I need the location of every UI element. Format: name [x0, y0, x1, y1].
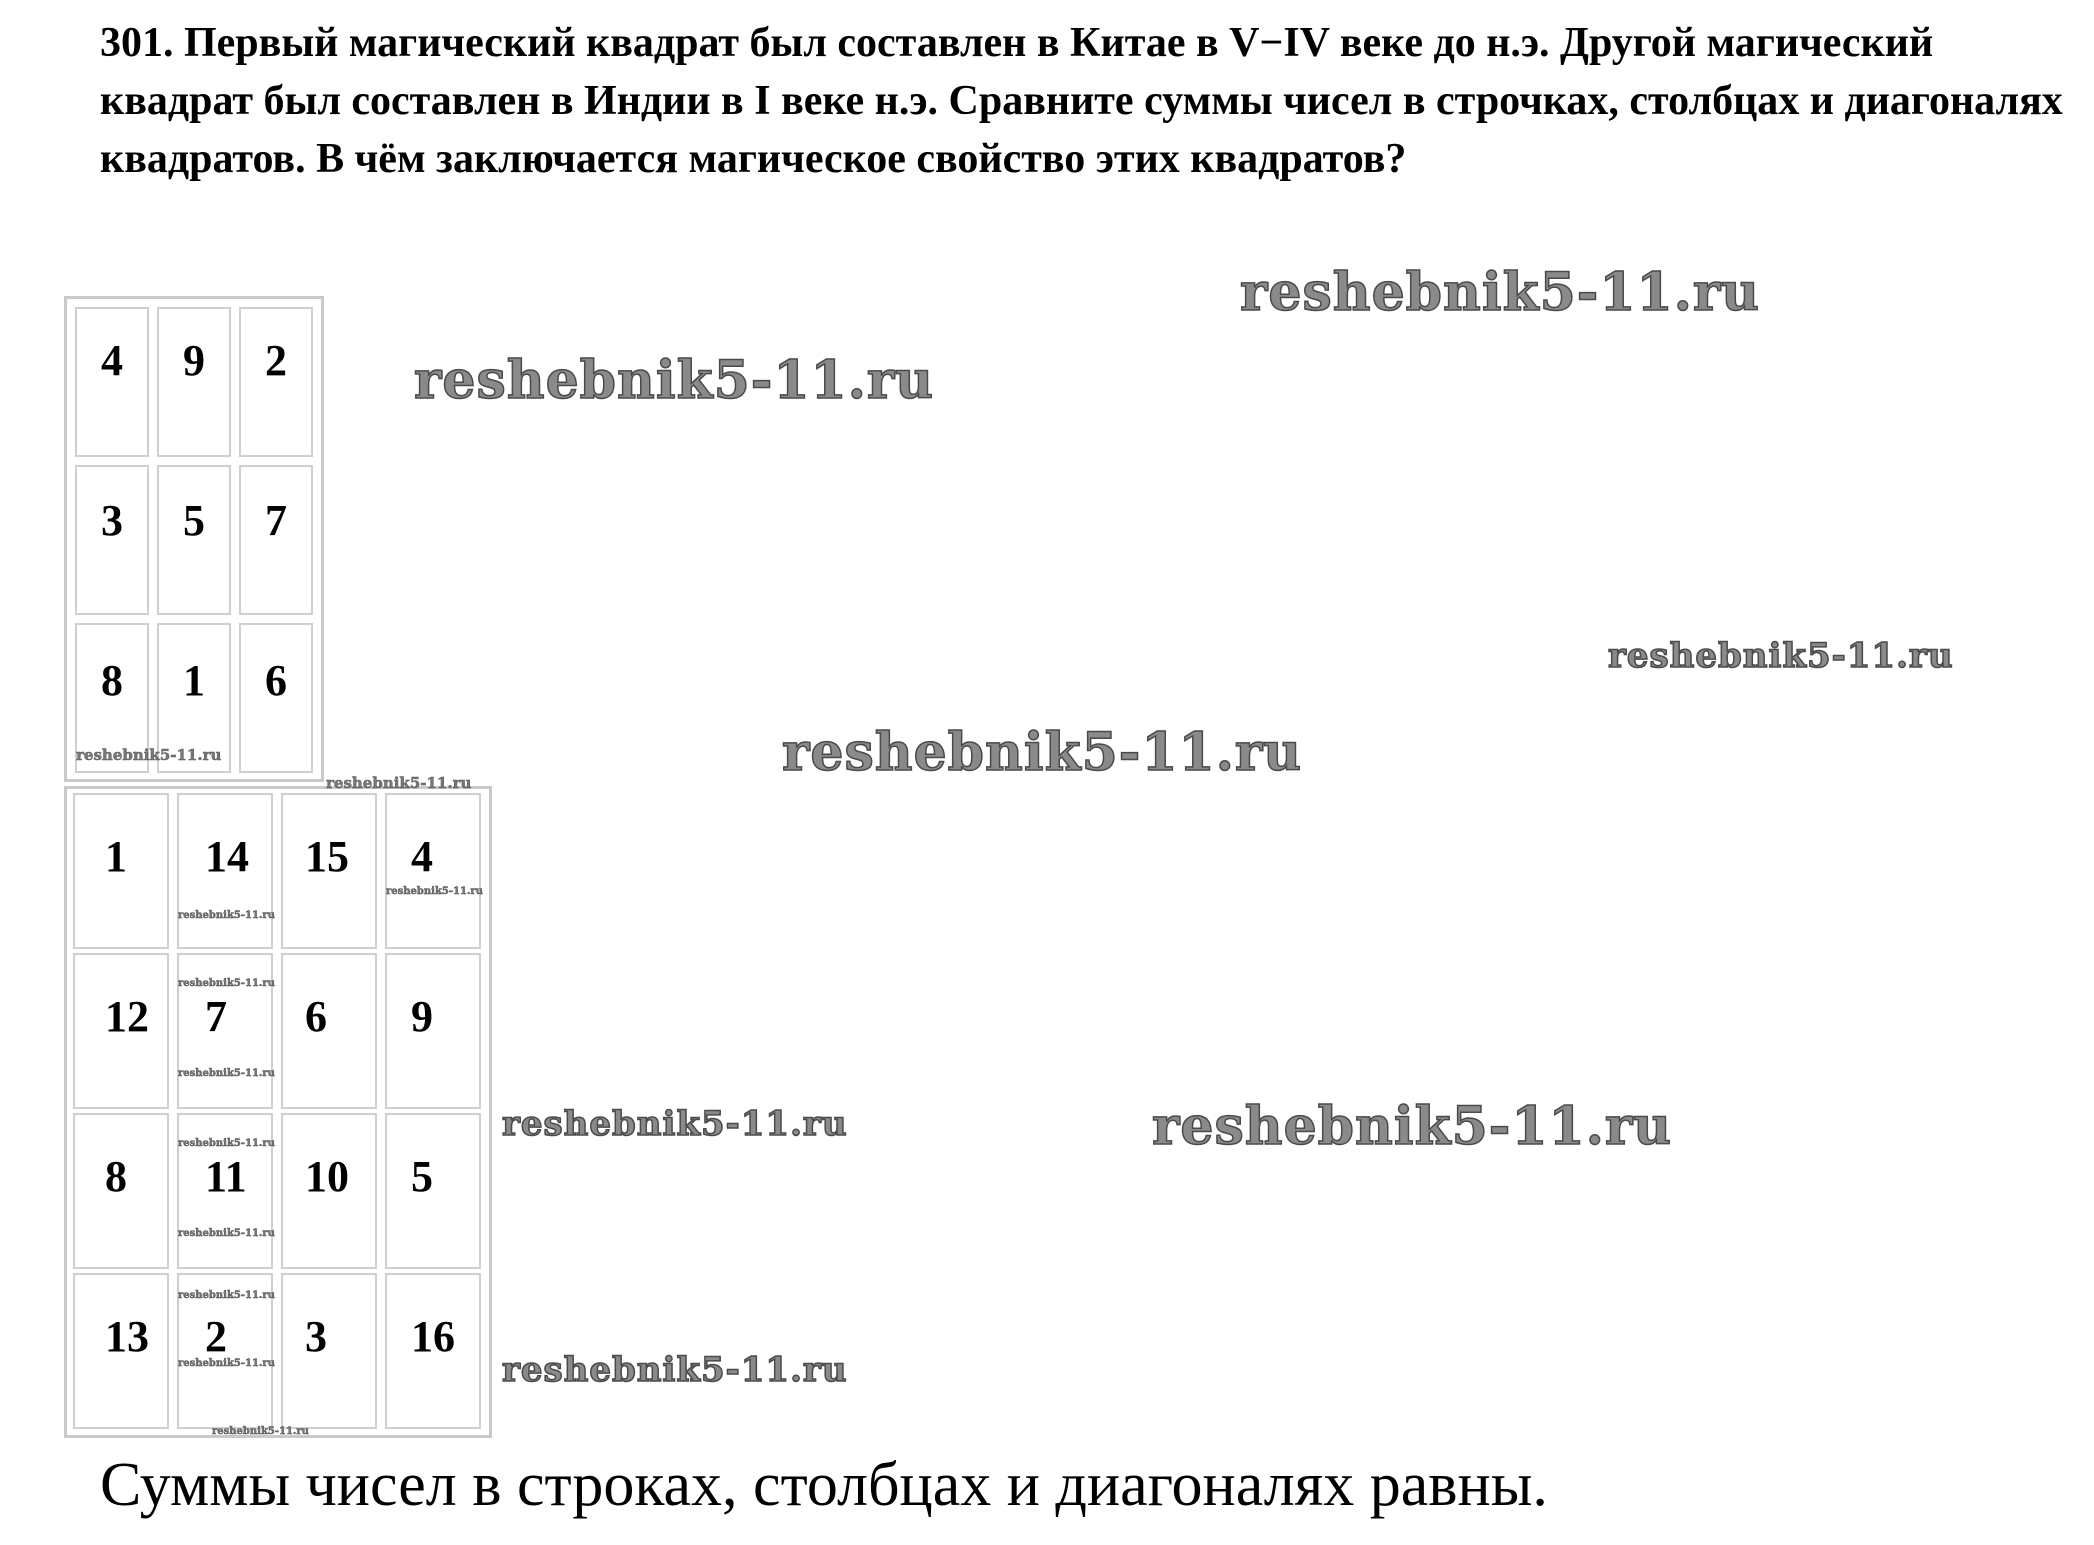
- cell-value: 2: [265, 336, 287, 385]
- cell-value: 13: [105, 1312, 149, 1361]
- magic-square-3x3: [64, 296, 324, 782]
- watermark: reshebnik5-11.ru: [178, 1138, 275, 1149]
- watermark: reshebnik5-11.ru: [1152, 1096, 1673, 1157]
- cell-value: 11: [205, 1152, 247, 1201]
- cell-r2-c2: [177, 953, 273, 1109]
- watermark: reshebnik5-11.ru: [178, 1290, 275, 1301]
- cell-r1-c1: [75, 307, 149, 457]
- cell-value: 4: [101, 336, 123, 385]
- cell-r1-c4: [385, 793, 481, 949]
- cell-value: 1: [183, 656, 205, 705]
- watermark: reshebnik5-11.ru: [1608, 636, 1954, 676]
- cell-value: 16: [411, 1312, 455, 1361]
- cell-r4-c4: [385, 1273, 481, 1429]
- watermark: reshebnik5-11.ru: [326, 774, 472, 792]
- cell-r2-c1: [75, 465, 149, 615]
- cell-value: 7: [265, 496, 287, 545]
- cell-r1-c1: [73, 793, 169, 949]
- cell-r3-c1: [73, 1113, 169, 1269]
- cell-value: 1: [105, 832, 127, 881]
- cell-value: 2: [205, 1312, 227, 1361]
- answer-text: Суммы чисел в строках, столбцах и диагоналях равны.: [100, 1451, 1548, 1519]
- cell-value: 7: [205, 992, 227, 1041]
- watermark: reshebnik5-11.ru: [212, 1426, 309, 1437]
- cell-r3-c4: [385, 1113, 481, 1269]
- watermark: reshebnik5-11.ru: [178, 1068, 275, 1079]
- cell-r3-c3: [239, 623, 313, 773]
- cell-value: 8: [105, 1152, 127, 1201]
- watermark: reshebnik5-11.ru: [178, 1228, 275, 1239]
- cell-r3-c2: [177, 1113, 273, 1269]
- cell-r4-c1: [73, 1273, 169, 1429]
- cell-r2-c3: [281, 953, 377, 1109]
- cell-r2-c3: [239, 465, 313, 615]
- watermark: reshebnik5-11.ru: [1240, 262, 1761, 323]
- cell-value: 10: [305, 1152, 349, 1201]
- cell-value: 9: [411, 992, 433, 1041]
- cell-r2-c1: [73, 953, 169, 1109]
- cell-value: 9: [183, 336, 205, 385]
- watermark: reshebnik5-11.ru: [178, 910, 275, 921]
- watermark: reshebnik5-11.ru: [178, 978, 275, 989]
- cell-r4-c3: [281, 1273, 377, 1429]
- watermark: reshebnik5-11.ru: [782, 722, 1303, 783]
- cell-value: 4: [411, 832, 433, 881]
- cell-r2-c4: [385, 953, 481, 1109]
- cell-value: 6: [305, 992, 327, 1041]
- cell-r1-c3: [239, 307, 313, 457]
- watermark: reshebnik5-11.ru: [414, 350, 935, 411]
- magic-square-4x4: [64, 786, 492, 1438]
- cell-value: 15: [305, 832, 349, 881]
- cell-r1-c3: [281, 793, 377, 949]
- cell-r1-c2: [177, 793, 273, 949]
- cell-value: 14: [205, 832, 249, 881]
- watermark: reshebnik5-11.ru: [178, 1358, 275, 1369]
- problem-statement: 301. Первый магический квадрат был составлен в Китае в V−IV веке до н.э. Другой магический квадрат был составлен в Индии в I веке н.э. Сравните суммы чисел в строчках, столбцах и диагоналях квадратов. В чём заключается магическое свойство этих квадратов?: [100, 20, 2063, 182]
- watermark: reshebnik5-11.ru: [502, 1350, 848, 1390]
- cell-value: 5: [183, 496, 205, 545]
- cell-r3-c3: [281, 1113, 377, 1269]
- cell-r1-c2: [157, 307, 231, 457]
- cell-value: 5: [411, 1152, 433, 1201]
- cell-value: 3: [101, 496, 123, 545]
- watermark: reshebnik5-11.ru: [502, 1104, 848, 1144]
- watermark: reshebnik5-11.ru: [76, 746, 222, 764]
- cell-value: 8: [101, 656, 123, 705]
- watermark: reshebnik5-11.ru: [386, 886, 483, 897]
- cell-r2-c2: [157, 465, 231, 615]
- cell-value: 3: [305, 1312, 327, 1361]
- cell-value: 12: [105, 992, 149, 1041]
- cell-value: 6: [265, 656, 287, 705]
